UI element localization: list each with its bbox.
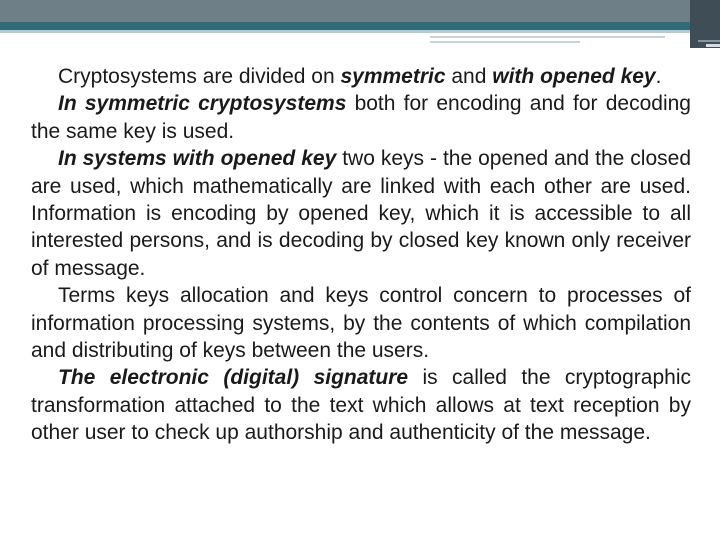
decorative-line bbox=[430, 36, 665, 38]
emphasis-text: In systems with opened key bbox=[58, 147, 337, 171]
text-run: is called the cryptographic transformation attached to the text which allows at text reception by other user to check up authorship and authenticity of the message. bbox=[31, 366, 691, 445]
paragraph bbox=[31, 364, 691, 446]
emphasis-text: In symmetric cryptosystems bbox=[58, 92, 347, 116]
text-run: two keys - the opened and the closed are used, which mathematically are linked with each other are used. Information is encoding by opened key, which it is accessible to all interested persons, and is decoding by closed key known only receiver of message. bbox=[31, 147, 691, 280]
paragraph bbox=[31, 282, 691, 364]
text-run: . bbox=[655, 65, 662, 88]
corner-stripe bbox=[698, 40, 720, 42]
header-band bbox=[0, 0, 690, 22]
paragraph bbox=[31, 145, 691, 282]
paragraph bbox=[31, 90, 691, 145]
corner-stripe bbox=[706, 44, 720, 47]
text-run: both for encoding and for decoding the same key is used. bbox=[31, 92, 691, 143]
paragraph bbox=[31, 63, 691, 90]
emphasis-text: symmetric bbox=[340, 65, 446, 88]
emphasis-text: with opened key bbox=[492, 65, 656, 88]
emphasis-text: The electronic (digital) signature bbox=[58, 366, 409, 390]
header-accent-band bbox=[0, 22, 690, 30]
text-run: Cryptosystems are divided on bbox=[58, 65, 341, 88]
header-light-band bbox=[0, 30, 690, 33]
text-run: Terms keys allocation and keys control concern to processes of information processing systems, by the contents of which compilation and distributing of keys between the users. bbox=[31, 284, 691, 363]
decorative-line bbox=[430, 41, 580, 43]
text-run: and bbox=[445, 65, 493, 88]
slide-body bbox=[31, 63, 691, 447]
